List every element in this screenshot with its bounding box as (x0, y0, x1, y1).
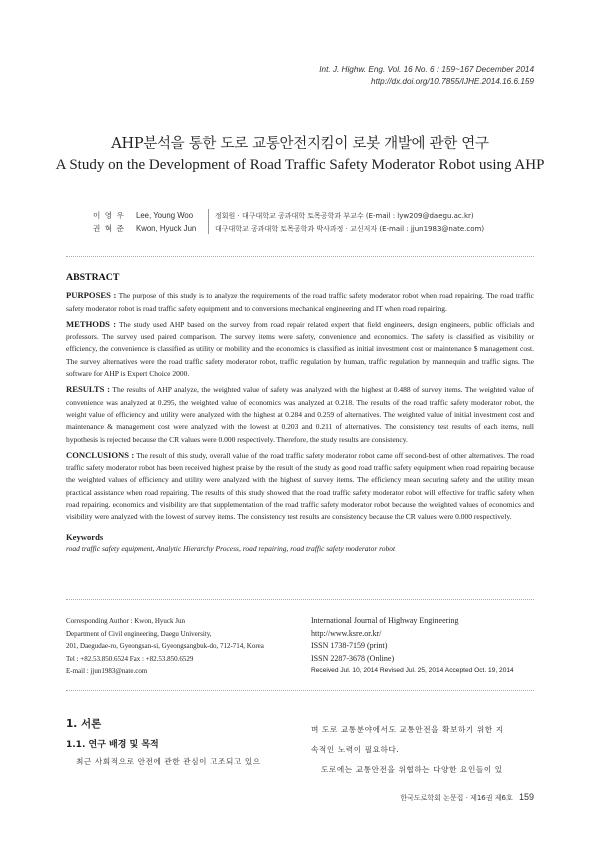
subsection-heading: 1.1. 연구 배경 및 목적 (66, 740, 159, 750)
corr-email: E-mail : jjun1983@nate.com (66, 667, 148, 676)
author-block (0, 209, 600, 239)
abstract (66, 272, 534, 555)
body-line: 며 도로 교통분야에서도 교통안전을 확보하기 위한 지 (311, 725, 504, 734)
abstract-methods (66, 318, 534, 380)
author-affiliation: 대구대학교 공과대학 토목공학과 박사과정 · 교신저자 (E-mail : jjun1983@nate.com) (215, 225, 485, 233)
issn-online: ISSN 2287-3678 (Online) (311, 653, 395, 663)
page-footer (400, 792, 534, 803)
corr-line: Department of Civil engineering, Daegu University, (66, 629, 212, 638)
corr-line: 201, Daegudae-ro, Gyeongsan-si, Gyeongsangbuk-do, 712-714, Korea (66, 642, 264, 651)
keywords-heading: Keywords (66, 531, 104, 542)
paper-title-korean: AHP분석을 통한 도로 교통안전지킴이 로봇 개발에 관한 연구 (111, 136, 489, 152)
submission-dates: Received Jul. 10, 2014 Revised Jul. 25, 2014 Accepted Oct. 19, 2014 (311, 667, 514, 675)
conclusions-label: CONCLUSIONS : (66, 449, 135, 460)
footer-journal: 한국도로학회 논문집 · 제16권 제6호 (400, 794, 513, 802)
divider (66, 256, 534, 257)
journal-url[interactable]: http://www.ksre.or.kr/ (311, 628, 382, 638)
corr-line: Corresponding Author : Kwon, Hyuck Jun (66, 617, 185, 625)
purposes-label: PURPOSES : (66, 290, 117, 301)
section-heading: 1. 서론 (66, 718, 102, 730)
methods-label: METHODS : (66, 318, 117, 329)
body-column-right (311, 720, 535, 780)
doi-link[interactable]: http://dx.doi.org/10.7855/IJHE.2014.16.6.159 (371, 77, 534, 86)
journal-name: International Journal of Highway Engineering (311, 616, 459, 625)
results-label: RESULTS : (66, 384, 111, 395)
body-line: 속적인 노력이 필요하다. (311, 745, 400, 754)
corr-line: Tel : +82.53.850.6524 Fax : +82.53.850.6529 (66, 654, 194, 663)
journal-info-block (311, 615, 514, 678)
results-text: The results of AHP analyze, the weighted value of safety was analyzed with the highest at 0.488 of survey items. The weighted value of convenience was analyzed at 0.295, the weighted value of economics was analyzed at 0.218. The results of the road traffic safety moderator robot, the weight value of efficiency and utility were analyzed with the highest at 0.284 and 0.259 of alternatives. The weighted value of initial investment cost and maintenance & management cost were analyzed with the lowest at 0.203 and 0.211 of alternatives. The consistency test results of each items, null hypothesis is rejected because the CR values were 0.000 respectively. Therefore, the study results are consistency. (66, 385, 534, 444)
corresponding-author-block (66, 615, 264, 678)
divider (66, 599, 534, 600)
author-name-ko: 이 영 우 (93, 211, 125, 220)
author-name-en: Kwon, Hyuck Jun (136, 224, 197, 233)
journal-citation: Int. J. Highw. Eng. Vol. 16 No. 6 : 159~167 December 2014 (319, 65, 534, 74)
abstract-conclusions (66, 449, 534, 524)
paper-title-english: A Study on the Development of Road Traffic Safety Moderator Robot using AHP (55, 157, 545, 173)
abstract-purposes (66, 289, 534, 315)
methods-text: The study used AHP based on the survey from road repair related expert that field engineers, design engineers, public officials and professors. The survey used paired comparison. The survey items were safety, convenience and economics. The safety is classified as visibility or efficiency, the convenience is classified as utility or mobility and the economics is classified as initial investment cost or maintenance $ management cost. The survey alternatives were the road traffic safety moderator robot, traffic regulation by human, traffic regulation by mannequin and traffic signs. The software for AHP is Expert Choice 2000. (66, 319, 535, 379)
abstract-heading: ABSTRACT (66, 272, 120, 283)
body-paragraph: 최근 사회적으로 안전에 관한 관심이 고조되고 있으 (76, 757, 261, 766)
conclusions-text: The result of this study, overall value of the road traffic safety moderator robot came off second-best of other alternatives. The road traffic safety moderator robot has been received highest praise by the result of the study as good road traffic safety equipment when road repairing because the weighted values of efficiency and utility were analyzed with the highest of survey items. The efficiency mean securing safety and the utility mean practical assistance when road repairing. The results of this study showed that the road traffic safety moderator robot will effective for traffic safety when road repairing. economics and visibility are that supplementation of the road traffic safety moderator robot because the weighted values of economics and visibility were analyzed with the lowest of survey items. The consistency test results are consistency because the CR values were 0.000 respectively. (66, 450, 535, 522)
author-name-ko: 권 혁 준 (93, 224, 125, 233)
abstract-results (66, 383, 534, 445)
divider (66, 690, 534, 691)
keywords-list: road traffic safety equipment, Analytic Hierarchy Process, road repairing, road traffic safety moderator robot (66, 543, 396, 553)
purposes-text: The purpose of this study is to analyze the requirements of the road traffic safety moderator robot when road repairing. The road traffic safety moderator robot is road traffic safety equipment and to conversions mechanical engineering and IT when road repairing. (66, 291, 534, 313)
author-affiliation: 정회원 · 대구대학교 공과대학 토목공학과 부교수 (E-mail : lyw209@daegu.ac.kr) (215, 212, 474, 220)
journal-header (319, 64, 534, 88)
page-number: 159 (518, 792, 534, 802)
author-name-en: Lee, Young Woo (136, 211, 194, 220)
body-line: 도로에는 교통안전을 위협하는 다양한 요인들이 있 (321, 765, 503, 774)
issn-print: ISSN 1738-7159 (print) (311, 641, 388, 651)
